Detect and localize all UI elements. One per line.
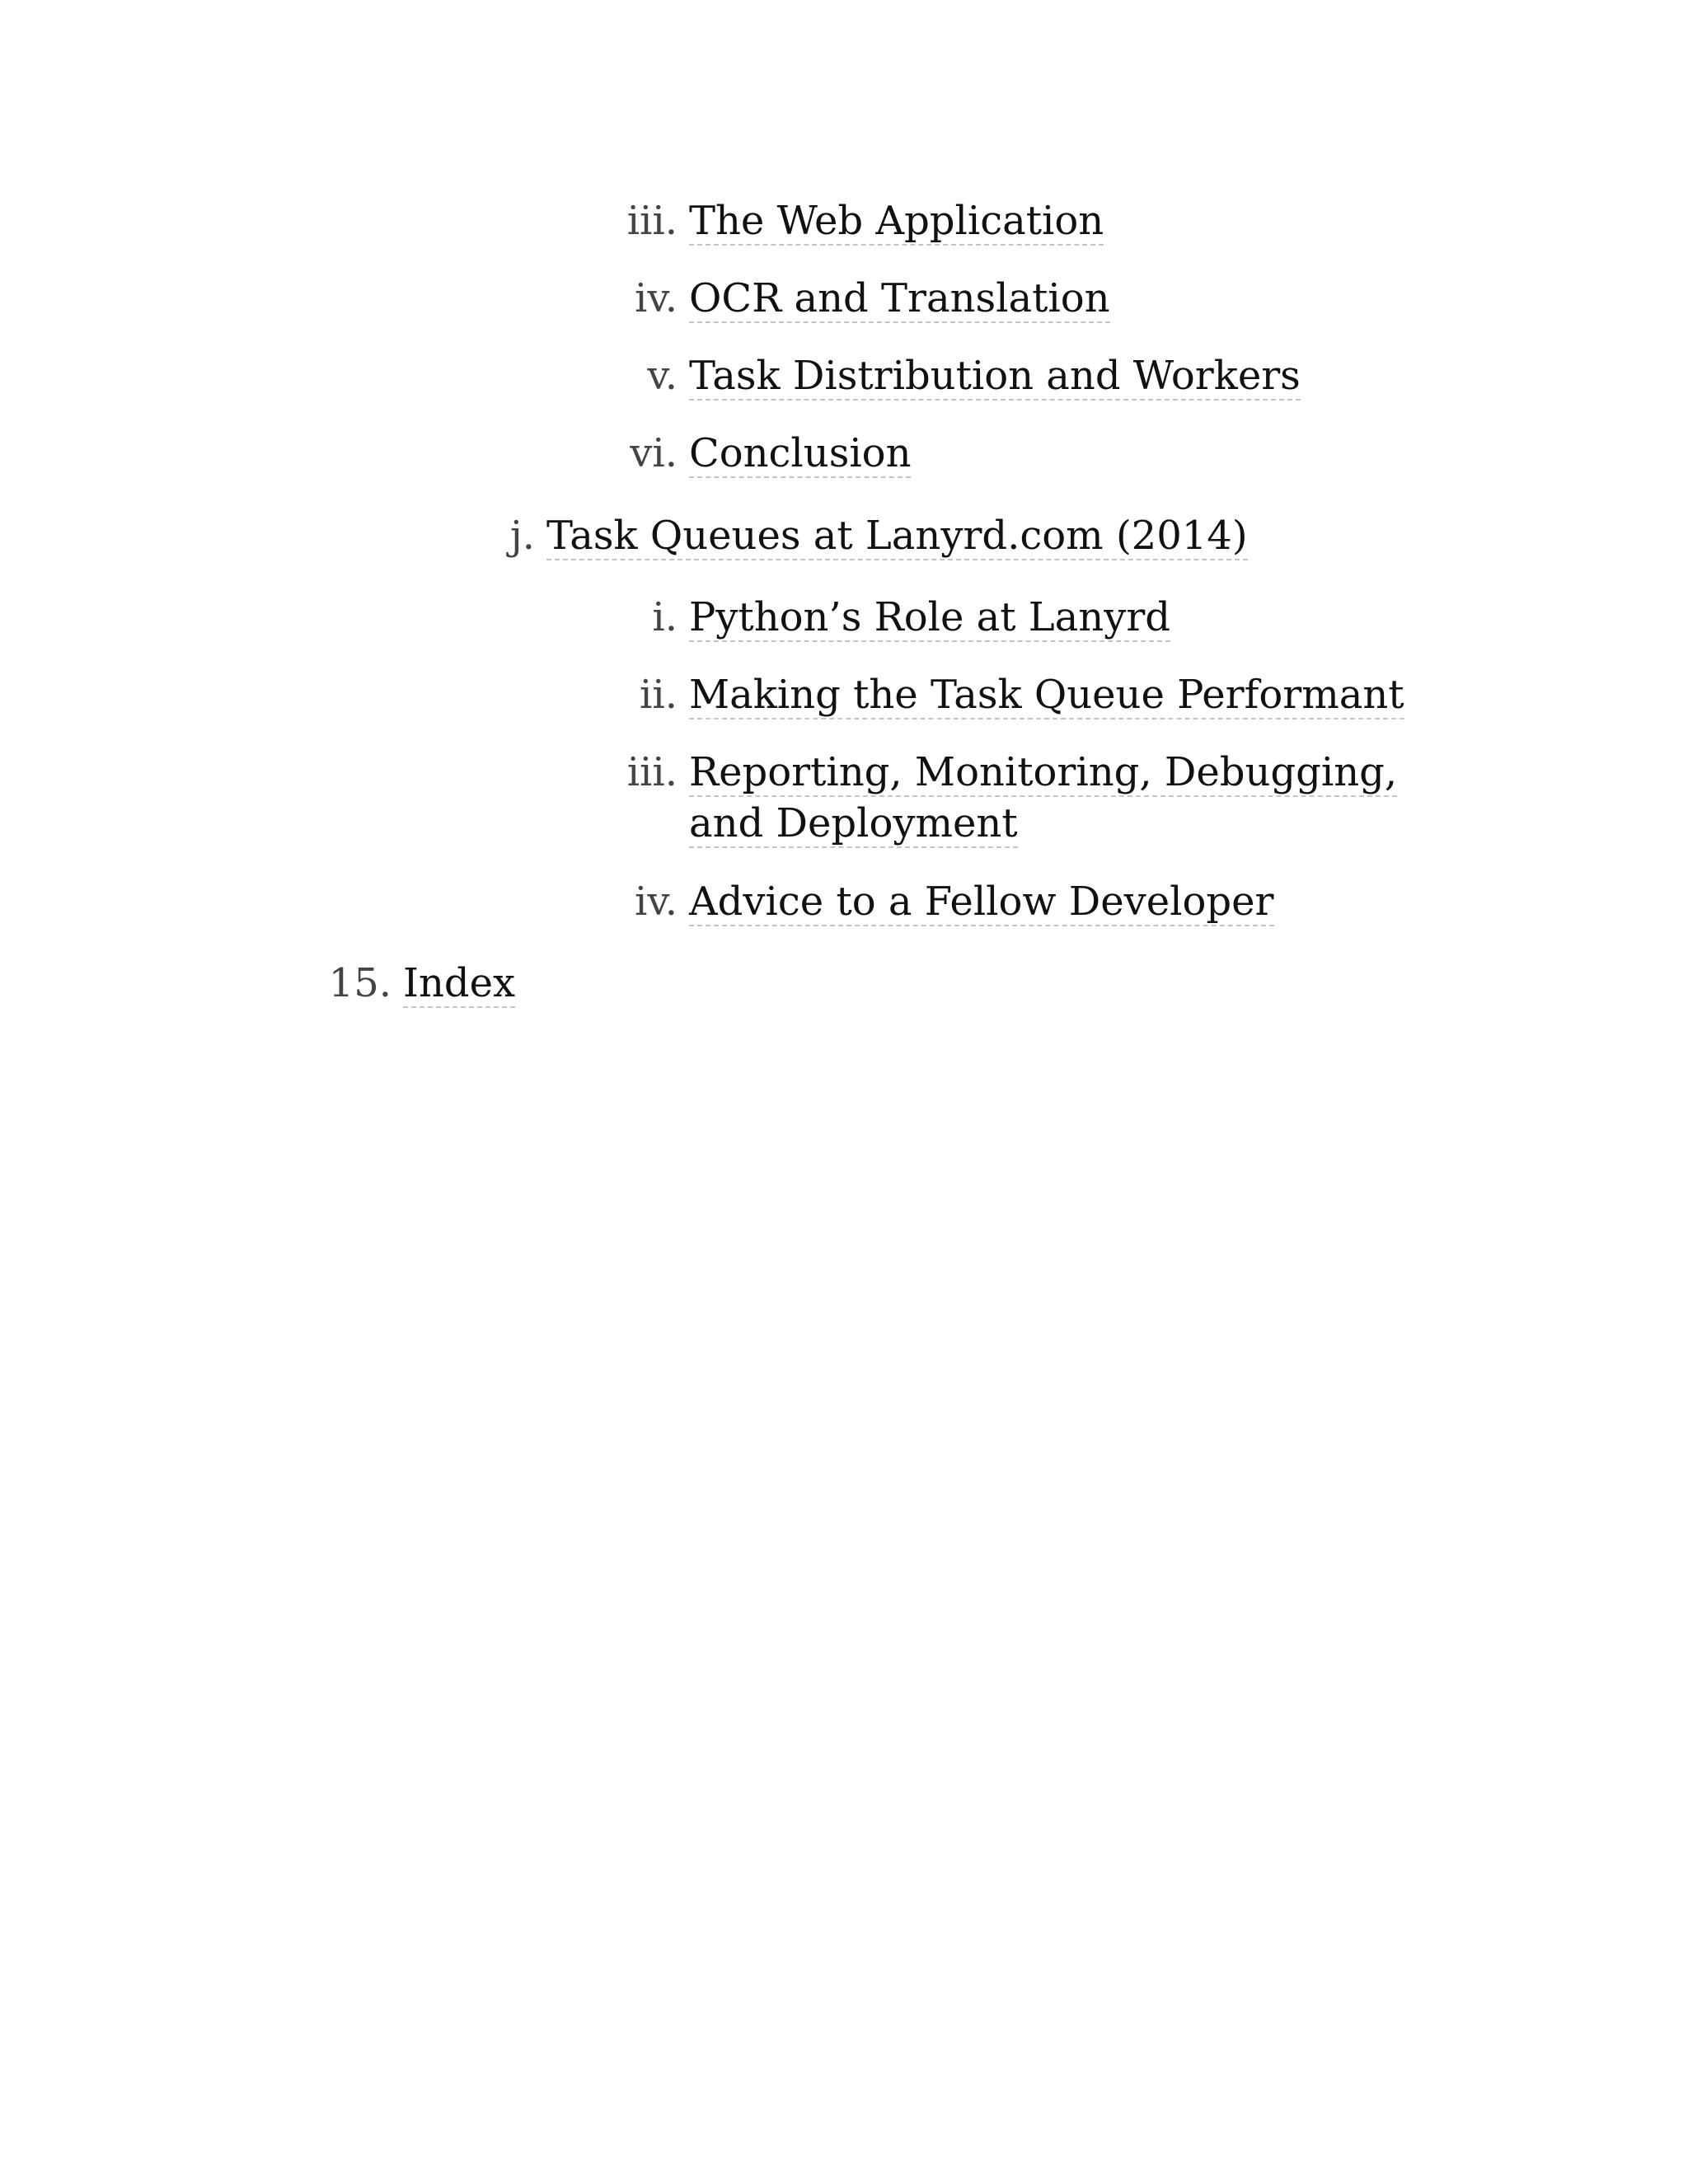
- toc-entry-number: iv.: [634, 879, 678, 925]
- toc-link-web-application[interactable]: The Web Application: [689, 198, 1104, 244]
- toc-entry-number: iv.: [634, 275, 678, 321]
- toc-entry: [626, 747, 1414, 849]
- toc-link-reporting-monitoring[interactable]: Reporting, Monitoring, Debugging, and Deployment: [689, 749, 1398, 846]
- toc-entry: [640, 669, 1404, 720]
- toc-entry: [328, 958, 516, 1009]
- toc-entry-number: v.: [647, 353, 678, 399]
- toc-entry: [634, 876, 1274, 927]
- toc-link-task-queues-lanyrd[interactable]: Task Queues at Lanyrd.com (2014): [546, 513, 1248, 559]
- toc-entry-number: iii.: [626, 198, 678, 244]
- toc-entry: [630, 428, 912, 479]
- toc-entry-number: i.: [652, 594, 678, 640]
- toc-link-task-distribution[interactable]: Task Distribution and Workers: [689, 353, 1301, 399]
- toc-entry: [652, 592, 1170, 643]
- toc-entry: [509, 510, 1248, 561]
- toc-link-task-queue-performant[interactable]: Making the Task Queue Performant: [689, 672, 1404, 718]
- toc-link-python-role[interactable]: Python’s Role at Lanyrd: [689, 594, 1170, 640]
- toc-entry-number: j.: [509, 513, 535, 559]
- toc-entry-number: vi.: [630, 430, 678, 476]
- toc-link-index[interactable]: Index: [403, 960, 516, 1006]
- toc-entry-number: iii.: [626, 749, 678, 795]
- toc-link-advice-developer[interactable]: Advice to a Fellow Developer: [689, 879, 1274, 925]
- toc-entry: [626, 195, 1104, 246]
- toc-entry-number: 15.: [328, 960, 392, 1006]
- toc-link-conclusion[interactable]: Conclusion: [689, 430, 912, 476]
- toc-entry-number: ii.: [640, 672, 678, 718]
- toc-entry: [647, 350, 1301, 401]
- toc-entry: [634, 273, 1110, 324]
- toc-link-ocr-translation[interactable]: OCR and Translation: [689, 275, 1110, 321]
